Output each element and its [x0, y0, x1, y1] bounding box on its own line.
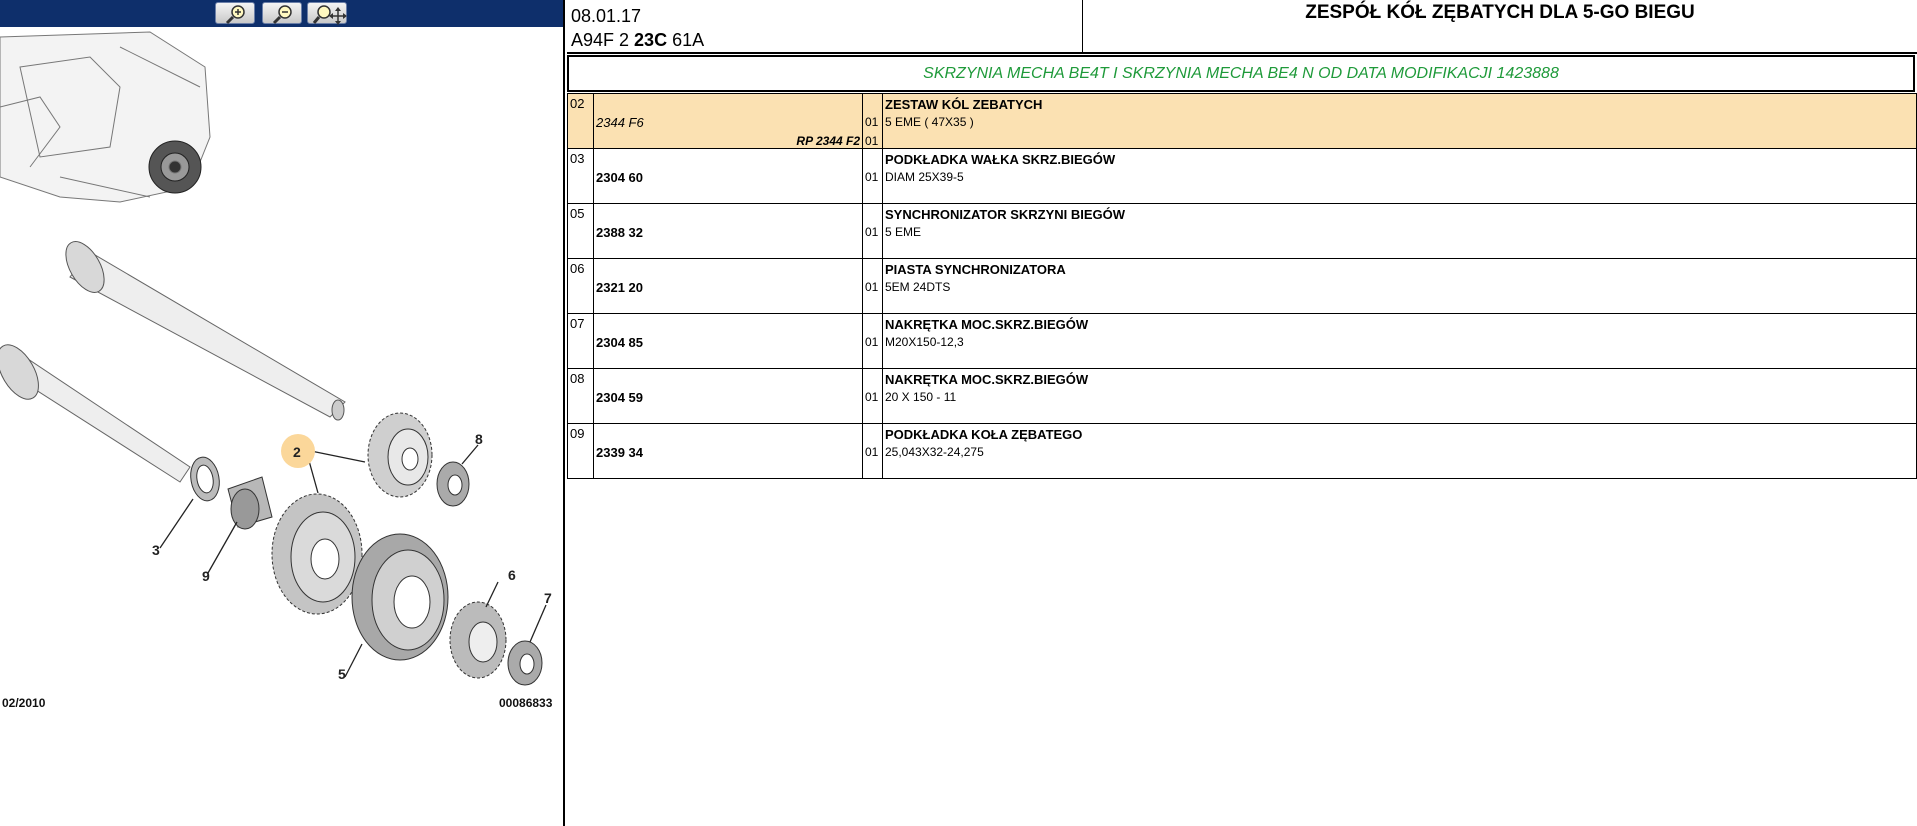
part-quantity: 01: [865, 390, 879, 404]
washer-part-3: [187, 455, 222, 503]
parts-list-pane: [567, 0, 1917, 826]
part-quantity-cell: [863, 369, 883, 424]
part-position: 02: [568, 94, 594, 149]
part-detail: DIAM 25X39-5: [885, 170, 964, 184]
part-name: PIASTA SYNCHRONIZATORA: [885, 262, 1066, 277]
page-header: [567, 0, 1917, 54]
zoom-in-button[interactable]: [215, 2, 255, 24]
part-position: 06: [568, 259, 594, 314]
part-detail: 20 X 150 - 11: [885, 390, 957, 404]
part-quantity: 01: [865, 280, 879, 294]
model-applicability: SKRZYNIA MECHA BE4T I SKRZYNIA MECHA BE4 N OD DATA MODIFIKACJI 1423888: [567, 55, 1915, 92]
part-reference[interactable]: 2339 34: [596, 445, 643, 460]
zoom-in-icon: [216, 3, 256, 25]
part-reference[interactable]: 2304 60: [596, 170, 643, 185]
table-row[interactable]: [568, 149, 1917, 204]
diagram-date: 02/2010: [2, 696, 46, 710]
part-replacement-reference[interactable]: RP 2344 F2: [796, 134, 860, 148]
nut-part-7: [508, 641, 542, 685]
part-description-cell: [883, 314, 1917, 369]
callout-label[interactable]: 3: [152, 542, 160, 558]
pan-zoom-button[interactable]: [307, 2, 347, 24]
gear-part-2-upper: [368, 413, 432, 497]
part-reference-cell: [594, 204, 863, 259]
part-position: 07: [568, 314, 594, 369]
header-code: [571, 28, 704, 52]
table-row[interactable]: [568, 314, 1917, 369]
table-row[interactable]: [568, 259, 1917, 314]
table-row[interactable]: [568, 369, 1917, 424]
code-prefix: A94F 2: [571, 30, 635, 50]
part-reference[interactable]: 2344 F6: [596, 115, 644, 130]
part-reference[interactable]: 2388 32: [596, 225, 643, 240]
part-name: NAKRĘTKA MOC.SKRZ.BIEGÓW: [885, 317, 1089, 332]
part-description-cell: [883, 424, 1917, 479]
gear-part-2-lower: [272, 494, 362, 614]
nut-part-8: [437, 462, 469, 506]
part-description-cell: [883, 369, 1917, 424]
part-description-cell: [883, 259, 1917, 314]
hub-part-6: [450, 602, 506, 678]
part-reference-cell: [594, 369, 863, 424]
page-title: ZESPÓŁ KÓŁ ZĘBATYCH DLA 5-GO BIEGU: [1305, 2, 1695, 23]
part-reference[interactable]: 2304 59: [596, 390, 643, 405]
header-info: [571, 4, 704, 52]
table-row[interactable]: [568, 204, 1917, 259]
gearbox-housing-illustration: [0, 32, 210, 202]
part-position: 05: [568, 204, 594, 259]
upper-shaft-illustration: [58, 235, 345, 420]
part-position: 08: [568, 369, 594, 424]
part-description-cell: [883, 204, 1917, 259]
part-quantity-alt: 01: [865, 134, 879, 148]
diagram-reference: 00086833: [499, 696, 553, 710]
part-name: ZESTAW KÓL ZEBATYCH: [885, 97, 1043, 112]
part-reference[interactable]: 2304 85: [596, 335, 643, 350]
pan-zoom-icon: [308, 3, 348, 25]
part-reference-cell: [594, 149, 863, 204]
callout-label[interactable]: 2: [293, 444, 301, 460]
part-position: 03: [568, 149, 594, 204]
part-name: NAKRĘTKA MOC.SKRZ.BIEGÓW: [885, 372, 1089, 387]
part-quantity-cell: [863, 424, 883, 479]
exploded-parts-diagram: [0, 27, 563, 717]
part-description-cell: [883, 94, 1917, 149]
part-reference[interactable]: 2321 20: [596, 280, 643, 295]
sleeve-part-9: [228, 477, 272, 529]
callout-label[interactable]: 9: [202, 568, 210, 584]
part-quantity-cell: [863, 314, 883, 369]
part-detail: 5 EME: [885, 225, 922, 239]
lower-shaft-illustration: [0, 338, 190, 482]
part-quantity: 01: [865, 225, 879, 239]
header-date: 08.01.17: [571, 6, 642, 26]
part-detail: 5 EME ( 47X35 ): [885, 115, 974, 129]
callout-label[interactable]: 8: [475, 431, 483, 447]
part-reference-cell: [594, 94, 863, 149]
part-reference-cell: [594, 259, 863, 314]
callout-label[interactable]: 6: [508, 567, 516, 583]
part-quantity: 01: [865, 115, 879, 129]
part-quantity-cell: [863, 149, 883, 204]
part-quantity: 01: [865, 445, 879, 459]
part-quantity-cell: [863, 259, 883, 314]
code-suffix: 61A: [667, 30, 705, 50]
part-quantity: 01: [865, 170, 879, 184]
table-row[interactable]: [568, 424, 1917, 479]
part-name: SYNCHRONIZATOR SKRZYNI BIEGÓW: [885, 207, 1126, 222]
callout-label[interactable]: 5: [338, 666, 346, 682]
zoom-toolbar: [0, 0, 563, 27]
part-name: PODKŁADKA WAŁKA SKRZ.BIEGÓW: [885, 152, 1116, 167]
zoom-out-button[interactable]: [262, 2, 302, 24]
part-reference-cell: [594, 314, 863, 369]
zoom-out-icon: [263, 3, 303, 25]
part-reference-cell: [594, 424, 863, 479]
table-row[interactable]: [568, 94, 1917, 149]
part-quantity-cell: [863, 204, 883, 259]
part-detail: 25,043X32-24,275: [885, 445, 984, 459]
part-quantity-cell: [863, 94, 883, 149]
part-position: 09: [568, 424, 594, 479]
part-description-cell: [883, 149, 1917, 204]
part-quantity: 01: [865, 335, 879, 349]
code-bold: 23C: [634, 30, 668, 50]
part-name: PODKŁADKA KOŁA ZĘBATEGO: [885, 427, 1083, 442]
diagram-pane: [0, 0, 565, 826]
parts-table: [567, 93, 1917, 479]
part-detail: M20X150-12,3: [885, 335, 964, 349]
synchronizer-part-5: [352, 534, 448, 660]
part-detail: 5EM 24DTS: [885, 280, 951, 294]
callout-label[interactable]: 7: [544, 590, 552, 606]
